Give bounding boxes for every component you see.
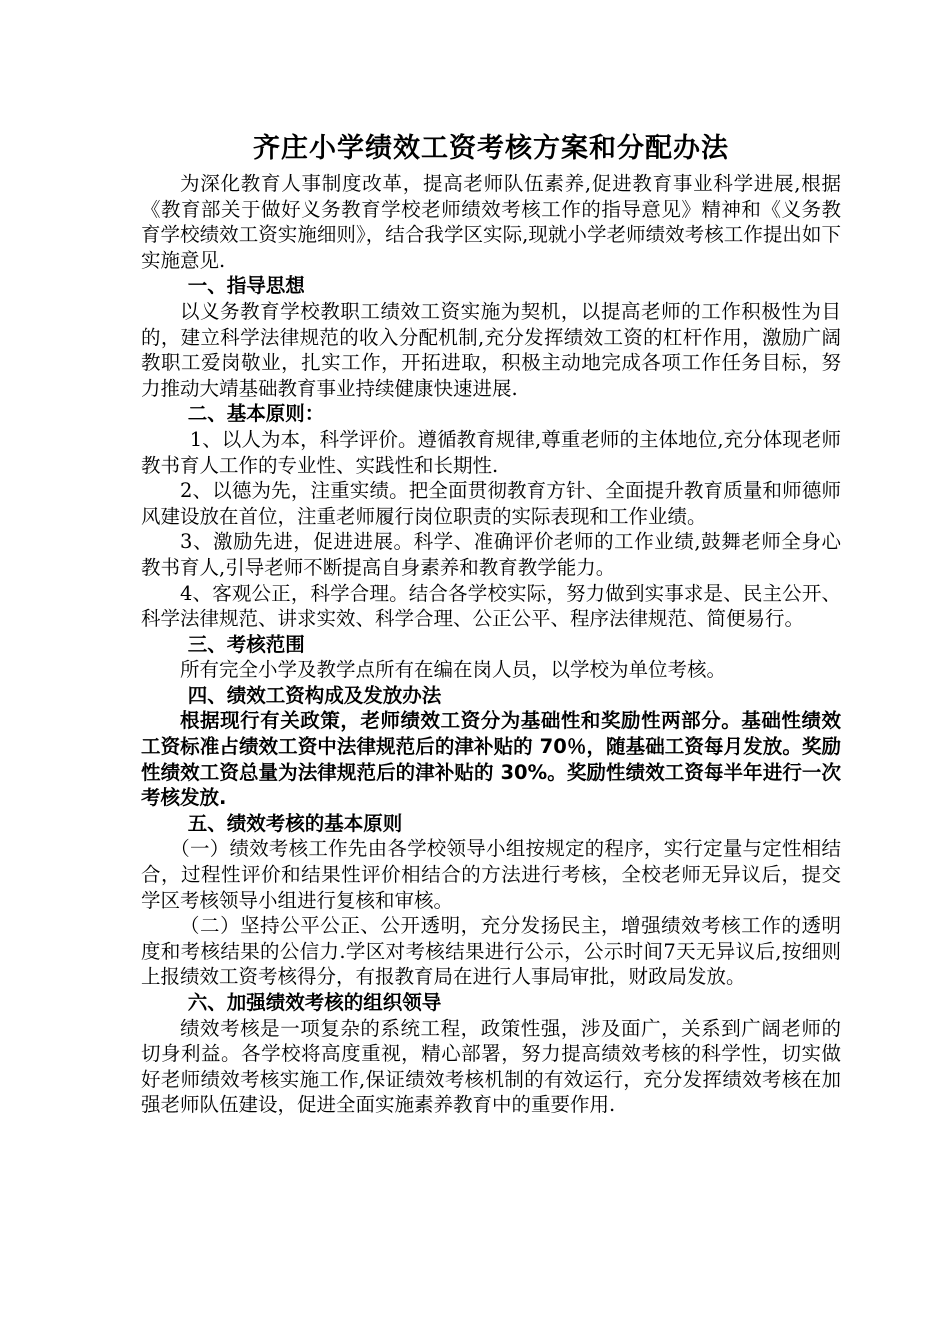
section-5-paragraph-1: （一）绩效考核工作先由各学校领导小组按规定的程序，实行定量与定性相结合，过程性评价和结果性评价相结合的方法进行考核，全校老师无异议后，提交学区考核领导小组进行复核和审核。 [141,837,841,912]
intro-paragraph: 为深化教育人事制度改革，提高老师队伍素养,促进教育事业科学进展,根据《教育部关于做好义务教育学校老师绩效考核工作的指导意见》精神和《义务教育学校绩效工资实施细则》，结合我学区实际,现就小学老师绩效考核工作提出如下实施意见. [141,172,841,272]
principle-item-1: 1、以人为本，科学评价。遵循教育规律,尊重老师的主体地位,充分体现老师教书育人工作的专业性、实践性和长期性. [141,427,841,477]
section-heading-3: 三、考核范围 [187,632,305,656]
principle-item-2: 2、以德为先，注重实绩。把全面贯彻教育方针、全面提升教育质量和师德师风建设放在首位，注重老师履行岗位职责的实际表现和工作业绩。 [141,479,841,528]
section-1-paragraph: 以义务教育学校教职工绩效工资实施为契机，以提高老师的工作积极性为目的，建立科学法律规范的收入分配机制,充分发挥绩效工资的杠杆作用，激励广阔教职工爱岗敬业，扎实工作，开拓进取，积极主动地完成各项工作任务目标，努力推动大靖基础教育事业持续健康快速进展. [141,299,841,400]
document-page [141,131,841,1118]
section-heading-2: 二、基本原则： [187,402,325,426]
section-heading-1: 一、指导思想 [187,274,305,298]
section-4-paragraph: 根据现行有关政策，老师绩效工资分为基础性和奖励性两部分。基础性绩效工资标准占绩效工资中法律规范后的津补贴的 70％，随基础工资每月发放。奖励性绩效工资总量为法律规范后的津补贴的 30%。奖励性绩效工资每半年进行一次考核发放. [141,709,841,810]
section-heading-4: 四、绩效工资构成及发放办法 [187,683,442,707]
section-3-paragraph: 所有完全小学及教学点所有在编在岗人员，以学校为单位考核。 [180,658,727,682]
document-title: 齐庄小学绩效工资考核方案和分配办法 [253,133,729,164]
section-5-paragraph-2: （二）坚持公平公正、公开透明，充分发扬民主，增强绩效考核工作的透明度和考核结果的公信力.学区对考核结果进行公示，公示时间7天无异议后,按细则上报绩效工资考核得分，有报教育局在进行人事局审批，财政局发放。 [141,914,841,989]
principle-item-4: 4、客观公正，科学合理。结合各学校实际，努力做到实事求是、民主公开、科学法律规范、讲求实效、科学合理、公正公平、程序法律规范、简便易行。 [141,581,841,631]
section-6-paragraph: 绩效考核是一项复杂的系统工程，政策性强，涉及面广，关系到广阔老师的切身利益。各学校将高度重视，精心部署，努力提高绩效考核的科学性，切实做好老师绩效考核实施工作,保证绩效考核机制的有效运行，充分发挥绩效考核在加强老师队伍建设，促进全面实施素养教育中的重要作用. [141,1016,841,1117]
section-heading-6: 六、加强绩效考核的组织领导 [187,991,442,1014]
principle-item-3: 3、激励先进，促进进展。科学、准确评价老师的工作业绩,鼓舞老师全身心教书育人,引导老师不断提高自身素养和教育教学能力。 [141,530,841,579]
section-heading-5: 五、绩效考核的基本原则 [187,811,403,835]
